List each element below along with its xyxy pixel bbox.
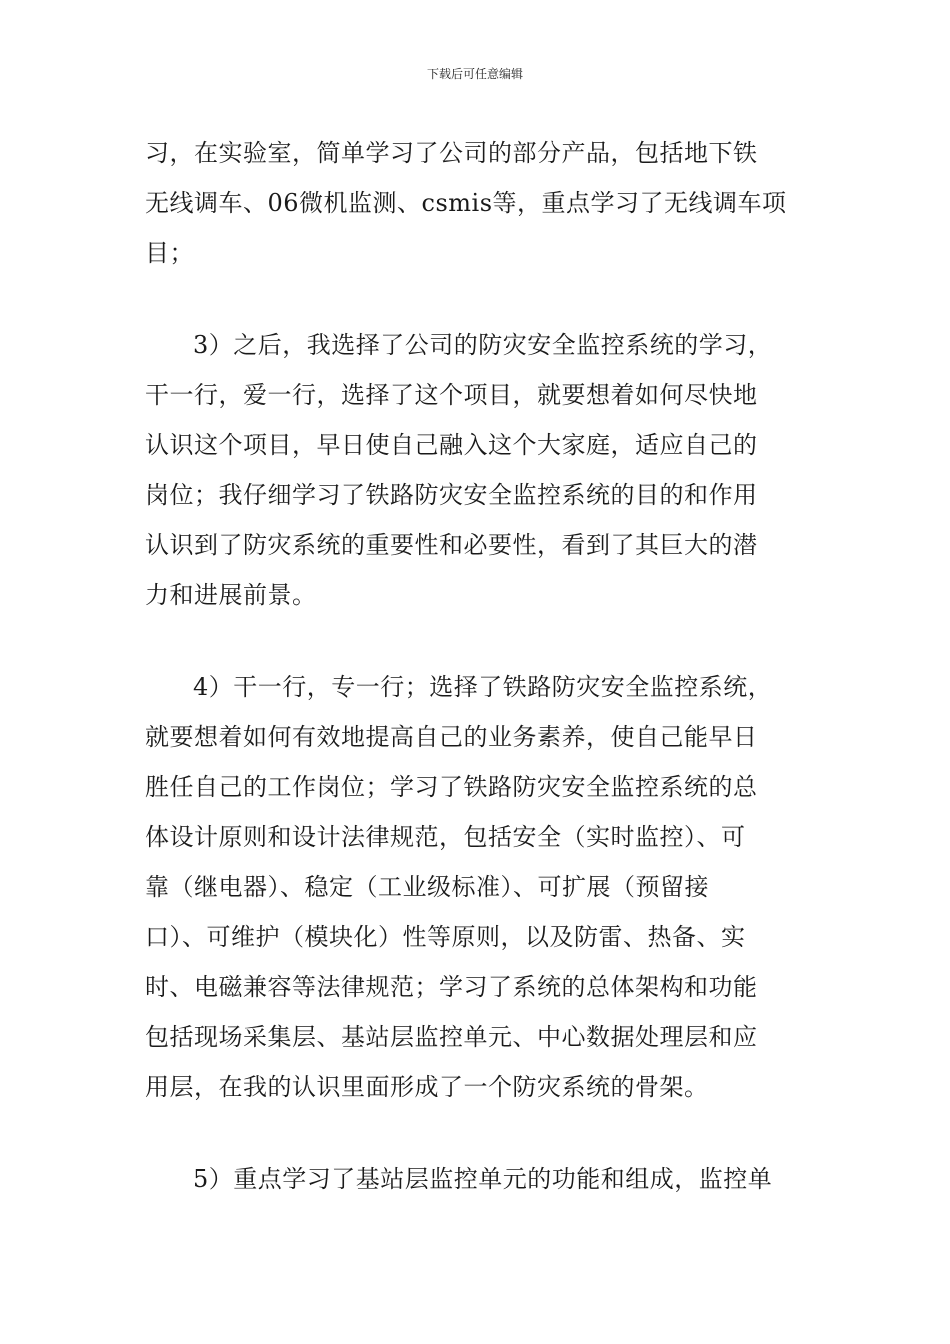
text-line: 体设计原则和设计法律规范，包括安全（实时监控）、可 [145, 823, 746, 851]
text-line: 5）重点学习了基站层监控单元的功能和组成，监控单 [193, 1165, 773, 1193]
paragraph-1 [145, 128, 807, 278]
paragraph-2 [145, 320, 807, 620]
text-line: 胜任自己的工作岗位；学习了铁路防灾安全监控系统的总 [145, 773, 758, 801]
paragraph-4 [145, 1154, 807, 1204]
text-line: 认识这个项目，早日使自己融入这个大家庭，适应自己的 [145, 431, 758, 459]
text-line: 用层，在我的认识里面形成了一个防灾系统的骨架。 [145, 1073, 709, 1101]
text-line: 就要想着如何有效地提高自己的业务素养，使自己能早日 [145, 723, 758, 751]
text-line: 包括现场采集层、基站层监控单元、中心数据处理层和应 [145, 1023, 758, 1051]
text-line: 目； [145, 239, 194, 267]
text-line: 口）、可维护（模块化）性等原则，以及防雷、热备、实 [145, 923, 746, 951]
text-line: 岗位；我仔细学习了铁路防灾安全监控系统的目的和作用 [145, 481, 758, 509]
text-line: 时、电磁兼容等法律规范；学习了系统的总体架构和功能 [145, 973, 758, 1001]
text-line: 认识到了防灾系统的重要性和必要性，看到了其巨大的潜 [145, 531, 758, 559]
text-line: 干一行，爱一行，选择了这个项目，就要想着如何尽快地 [145, 381, 758, 409]
text-line: 无线调车、06微机监测、csmis等，重点学习了无线调车项 [145, 189, 787, 217]
page-header: 下载后可任意编辑 [426, 67, 523, 81]
text-line: 4）干一行，专一行；选择了铁路防灾安全监控系统， [193, 673, 773, 701]
paragraph-3 [145, 662, 807, 1112]
text-line: 习，在实验室，简单学习了公司的部分产品，包括地下铁 [145, 139, 758, 167]
text-line: 力和进展前景。 [145, 581, 317, 609]
document-body [145, 128, 807, 1204]
text-line: 3）之后，我选择了公司的防灾安全监控系统的学习， [193, 331, 773, 359]
text-line: 靠（继电器）、稳定（工业级标准）、可扩展（预留接 [145, 873, 709, 901]
